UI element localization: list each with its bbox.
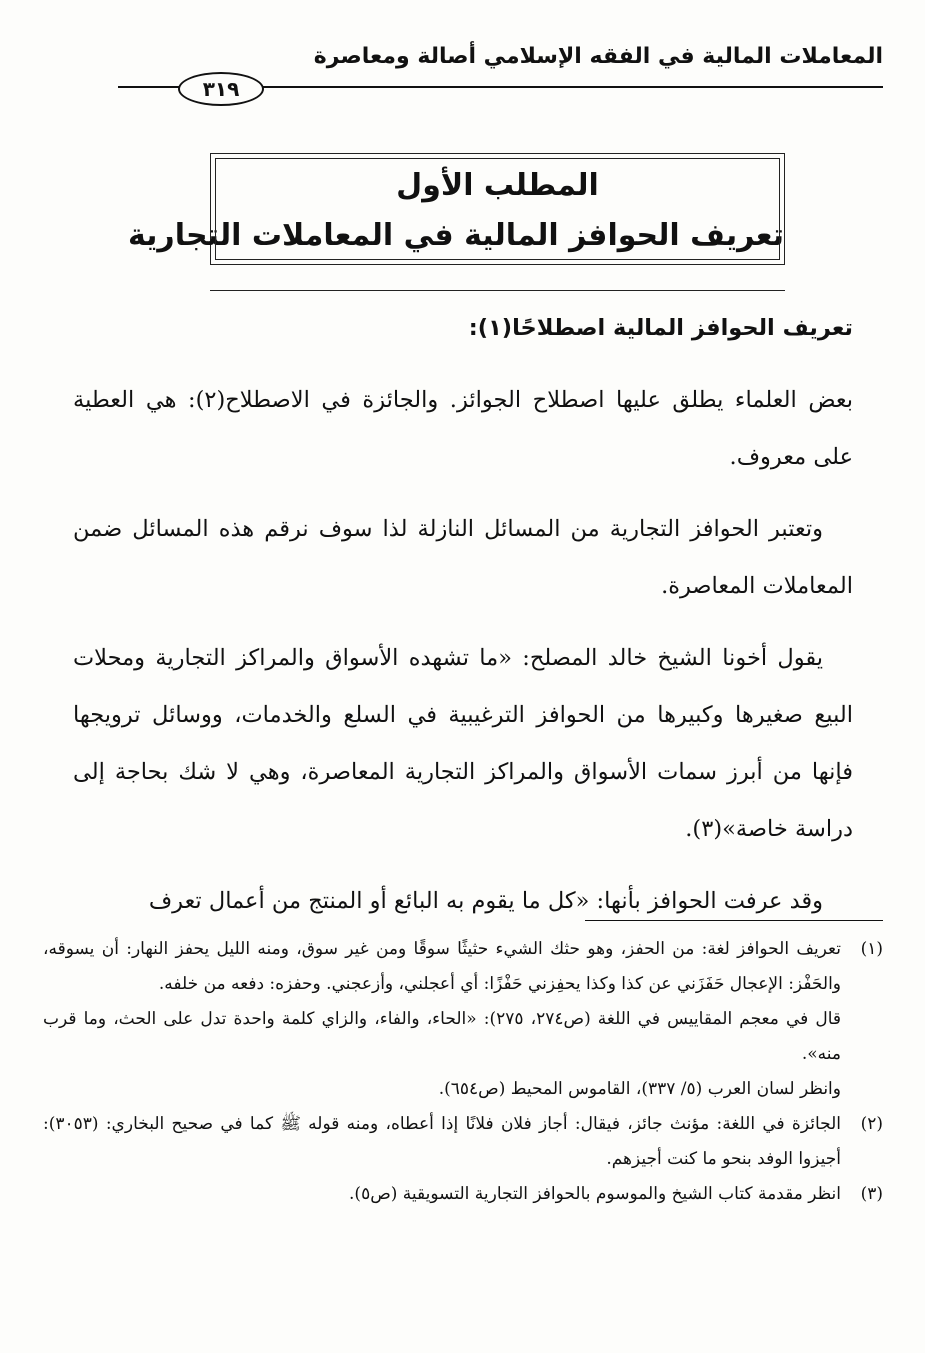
paragraph-1: بعض العلماء يطلق عليها اصطلاح الجوائز. والجائزة في الاصطلاح(٢): هي العطية على معروف. <box>73 387 853 470</box>
section-title-box <box>127 153 785 265</box>
footnote-line: وانظر لسان العرب (٥/ ٣٣٧)، القاموس المحيط (ص٦٥٤). <box>438 1079 841 1099</box>
section-title-line1: المطلب الأول <box>396 168 599 203</box>
body-subheading: تعريف الحوافز المالية اصطلاحًا(١): <box>468 315 853 341</box>
footnote-separator <box>585 920 883 921</box>
page-number: ٣١٩ <box>178 72 264 106</box>
footnote-line: انظر مقدمة كتاب الشيخ والموسوم بالحوافز التجارية التسويقية (ص٥). <box>349 1184 841 1204</box>
paragraph-3: يقول أخونا الشيخ خالد المصلح: «ما تشهده الأسواق والمراكز التجارية ومحلات البيع صغيرها وكبيرها من الحوافز الترغيبية في السلع والخدمات، ووسائل ترويجها فإنها من أبرز سمات الأسواق والمراكز التجارية المعاصرة، وهي لا شك بحاجة إلى دراسة خاصة»(٣). <box>73 645 853 842</box>
footnote-line: الجائزة في اللغة: مؤنث جائز، فيقال: أجاز فلان فلانًا إذا أعطاه، ومنه قوله ﷺ كما في صحيح البخاري: (٣٠٥٣): أجيزوا الوفد بنحو ما كنت أجيزهم. <box>43 1114 841 1169</box>
footnote-3 <box>43 1177 883 1212</box>
paragraph-4: وقد عرفت الحوافز بأنها: «كل ما يقوم به البائع أو المنتج من أعمال تعرف <box>148 888 823 914</box>
footnote-mark: (١) <box>860 939 883 959</box>
running-header-title: المعاملات المالية في الفقه الإسلامي أصالة ومعاصرة <box>313 44 883 69</box>
footnote-mark: (٣) <box>860 1184 883 1204</box>
footnotes <box>43 932 883 1212</box>
footnote-line: قال في معجم المقاييس في اللغة (ص٢٧٤، ٢٧٥): «الحاء، والفاء، والزاي كلمة واحدة تدل على الحث، وما قرب منه». <box>43 1009 842 1064</box>
footnote-mark: (٢) <box>860 1114 883 1134</box>
footnote-2 <box>43 1107 883 1177</box>
section-title-line2: تعريف الحوافز المالية في المعاملات التجارية <box>127 218 784 253</box>
body-text <box>73 300 853 945</box>
paragraph-2: وتعتبر الحوافز التجارية من المسائل النازلة لذا سوف نرقم هذه المسائل ضمن المعاملات المعاصرة. <box>73 516 853 599</box>
footnote-1 <box>43 932 883 1107</box>
title-underline <box>210 290 785 291</box>
footnote-line: تعريف الحوافز لغة: من الحفز، وهو حثك الشيء حثيثًا سوقًا ومن غير سوق، ومنه الليل يحفز النهار: أن يسوقه، والحَفْز: الإعجال حَفَزَني عن كذا وكذا يحفِزني حَفْزًا: أي أعجلني، وأزعجني. وحفزه: دفعه من خلفه. <box>43 939 841 994</box>
